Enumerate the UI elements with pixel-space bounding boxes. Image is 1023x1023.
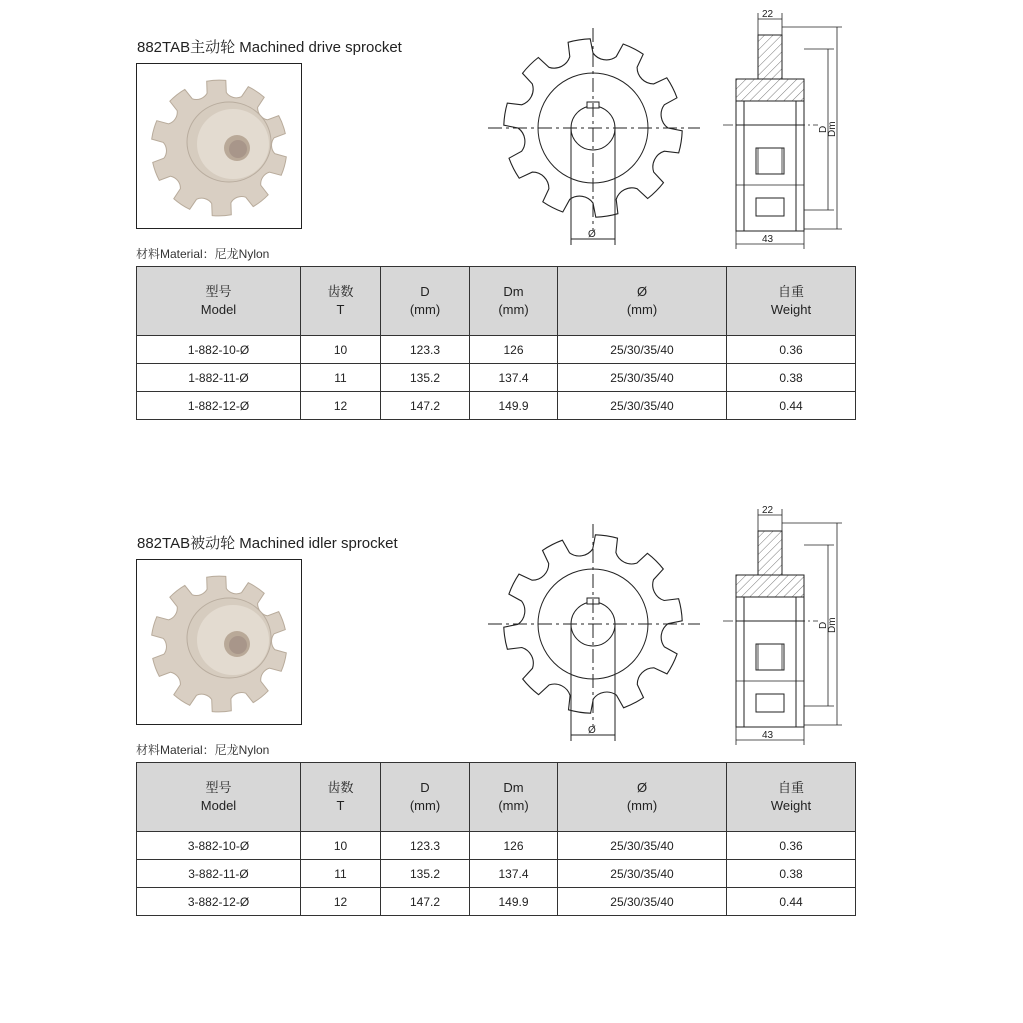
column-header-en: T [336, 302, 345, 317]
column-header-en: (mm) [626, 798, 658, 813]
material-label: 材料Material：尼龙Nylon [136, 247, 270, 261]
column-header [558, 763, 727, 832]
top-width-label: 22 [762, 9, 774, 20]
spec-table [136, 762, 856, 916]
column-header [381, 763, 470, 832]
table-cell: 25/30/35/40 [558, 832, 727, 860]
column-header-cn: D [420, 284, 430, 299]
table-cell: 3-882-11-Ø [137, 860, 301, 888]
d-dimension-label: D [818, 125, 829, 133]
bore-dimension-label: Ø [588, 229, 596, 240]
product-photo [136, 63, 302, 229]
column-header-en: Model [200, 302, 237, 317]
table-cell: 135.2 [381, 860, 470, 888]
table-cell: 25/30/35/40 [558, 336, 727, 364]
column-header [727, 763, 856, 832]
column-header-cn: Ø [636, 780, 648, 795]
top-width-label: 22 [762, 505, 774, 516]
table-cell: 1-882-11-Ø [137, 364, 301, 392]
column-header [381, 267, 470, 336]
column-header [301, 763, 381, 832]
table-cell: 3-882-12-Ø [137, 888, 301, 916]
column-header-en: (mm) [409, 302, 441, 317]
table-cell: 0.38 [727, 860, 856, 888]
column-header-cn: 齿数 [327, 284, 354, 299]
table-cell: 135.2 [381, 364, 470, 392]
front-view-drawing [485, 20, 705, 250]
column-header [470, 763, 558, 832]
column-header-cn: 自重 [777, 780, 804, 795]
product-section [0, 496, 1023, 966]
table-cell: 0.44 [727, 392, 856, 420]
column-header [137, 763, 301, 832]
table-cell: 25/30/35/40 [558, 860, 727, 888]
table-header-row [137, 763, 856, 832]
d-dimension-label: D [818, 621, 829, 629]
sprocket-photo-icon [137, 560, 300, 723]
table-cell: 126 [470, 832, 558, 860]
table-cell: 1-882-12-Ø [137, 392, 301, 420]
table-cell: 137.4 [470, 860, 558, 888]
front-view-drawing [485, 516, 705, 746]
column-header [301, 267, 381, 336]
column-header [137, 267, 301, 336]
table-cell: 149.9 [470, 888, 558, 916]
column-header-en: (mm) [626, 302, 658, 317]
table-cell: 0.36 [727, 336, 856, 364]
table-cell: 147.2 [381, 392, 470, 420]
column-header-cn: Ø [636, 284, 648, 299]
column-header-cn: 型号 [205, 284, 232, 299]
table-cell: 3-882-10-Ø [137, 832, 301, 860]
column-header-en: Model [200, 798, 237, 813]
dm-dimension-label: Dm [827, 121, 838, 137]
side-view-drawing [718, 501, 858, 746]
column-header-en: Weight [770, 302, 812, 317]
section-title: 882TAB主动轮 Machined drive sprocket [137, 39, 402, 56]
bottom-width-label: 43 [762, 730, 774, 741]
material-label: 材料Material：尼龙Nylon [136, 743, 270, 757]
table-cell: 123.3 [381, 336, 470, 364]
table-cell: 10 [301, 336, 381, 364]
column-header [558, 267, 727, 336]
table-cell: 25/30/35/40 [558, 364, 727, 392]
table-cell: 0.38 [727, 364, 856, 392]
table-cell: 0.44 [727, 888, 856, 916]
table-row [137, 364, 856, 392]
column-header-cn: Dm [503, 780, 524, 795]
table-cell: 25/30/35/40 [558, 888, 727, 916]
column-header-cn: Dm [503, 284, 524, 299]
product-photo [136, 559, 302, 725]
table-row [137, 392, 856, 420]
table-cell: 10 [301, 832, 381, 860]
table-cell: 1-882-10-Ø [137, 336, 301, 364]
column-header-en: T [336, 798, 345, 813]
column-header-cn: D [420, 780, 430, 795]
column-header-en: (mm) [498, 798, 529, 813]
table-cell: 11 [301, 860, 381, 888]
column-header [727, 267, 856, 336]
column-header-cn: 型号 [205, 780, 232, 795]
table-row [137, 888, 856, 916]
bottom-width-label: 43 [762, 234, 774, 245]
table-row [137, 336, 856, 364]
sprocket-photo-icon [137, 64, 300, 227]
column-header [470, 267, 558, 336]
table-cell: 12 [301, 888, 381, 916]
column-header-en: (mm) [498, 302, 529, 317]
column-header-en: Weight [770, 798, 812, 813]
column-header-cn: 自重 [777, 284, 804, 299]
table-row [137, 860, 856, 888]
table-cell: 137.4 [470, 364, 558, 392]
table-cell: 123.3 [381, 832, 470, 860]
table-cell: 0.36 [727, 832, 856, 860]
table-cell: 25/30/35/40 [558, 392, 727, 420]
dm-dimension-label: Dm [827, 617, 838, 633]
table-cell: 147.2 [381, 888, 470, 916]
table-cell: 11 [301, 364, 381, 392]
column-header-en: (mm) [409, 798, 441, 813]
product-section [0, 0, 1023, 470]
table-cell: 149.9 [470, 392, 558, 420]
table-header-row [137, 267, 856, 336]
section-title: 882TAB被动轮 Machined idler sprocket [137, 535, 398, 552]
column-header-cn: 齿数 [327, 780, 354, 795]
bore-dimension-label: Ø [588, 725, 596, 736]
table-cell: 126 [470, 336, 558, 364]
table-row [137, 832, 856, 860]
table-cell: 12 [301, 392, 381, 420]
spec-table [136, 266, 856, 420]
side-view-drawing [718, 5, 858, 250]
